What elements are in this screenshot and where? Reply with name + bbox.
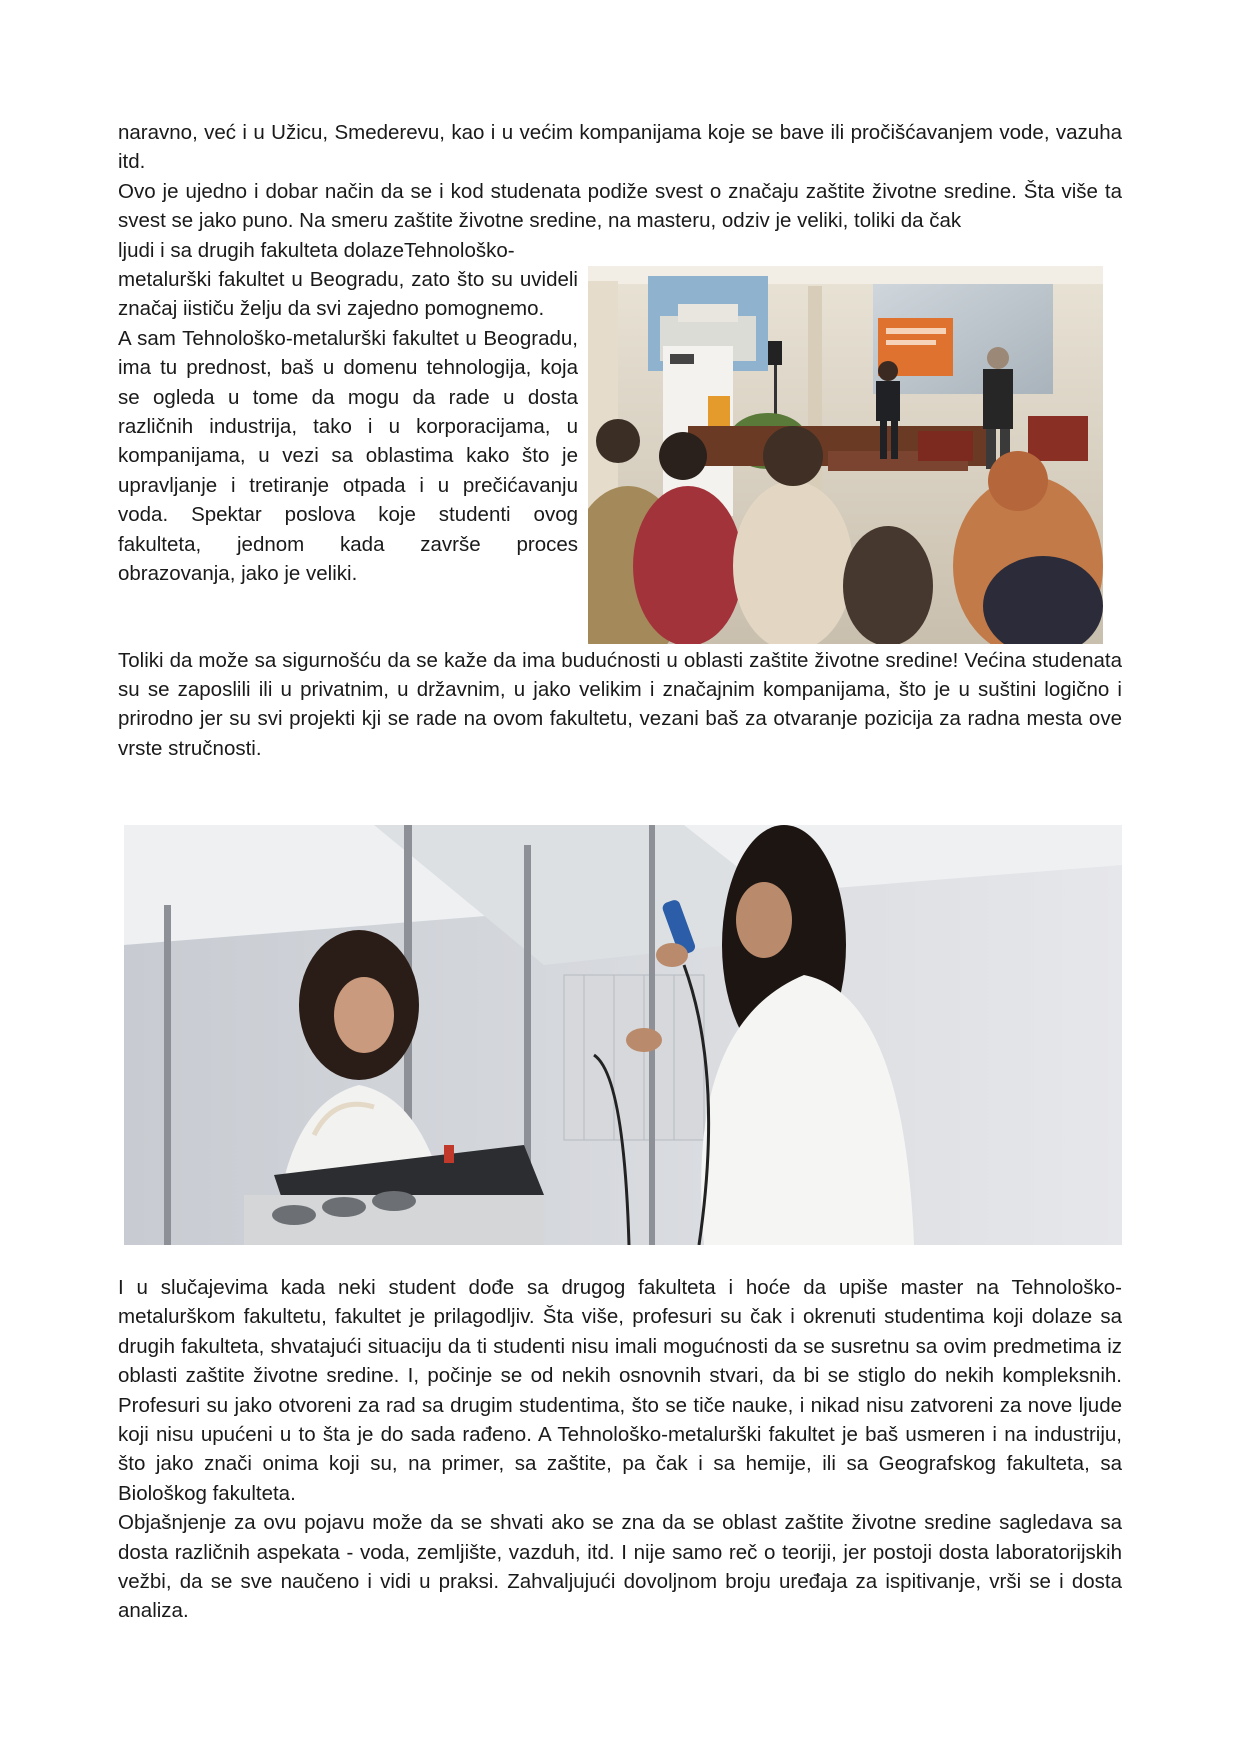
paragraph-1: naravno, već i u Užicu, Smederevu, kao i u većim kompanijama koje se bave ili pročišćavanjem vode, vazuha itd. bbox=[118, 121, 1122, 174]
paragraph-6: I u slučajevima kada neki student dođe sa drugog fakulteta i hoće da upiše master na Tehnološko-metalurškom fakultetu, fakultet je prilagodljiv. Šta više, profesuri su čak i okrenuti studentima koji dolaze sa drugih fakulteta, shvatajući situaciju da ti studenti nisu imali mogućnosti da se susretnu sa ovim predmetima iz oblasti zaštite životne sredine. I, počinje se od nekih osnovnih stvari, da bi se stiglo do nekih kompleksnih. Profesuri su jako otvoreni za rad sa drugim studentima, što se tiče nauke, i nikad nisu zatvoreni za nove ljude koji nisu upućeni u to šta je do sada rađeno. A Tehnološko-metalurški fakultet je baš usmeren i na industriju, što jako znači onima koji su, na primer, sa zaštite, pa čak i sa hemije, ili sa Geografskog fakulteta, sa Biološkog fakulteta. bbox=[118, 1276, 1122, 1505]
document-page bbox=[118, 118, 1122, 1623]
paragraph-5: Toliki da može sa sigurnošću da se kaže da ima budućnosti u oblasti zaštite životne sredine! Većina studenata su se zaposlili ili u privatnim, u državnim, u jako velikim i značajnim kompanijama, što je u suštini logično i prirodno jer su svi projekti kji se rade na ovom fakultetu, vezani baš za otvaranje pozicija za radna mesta ove vrste stručnosti. bbox=[118, 648, 1122, 760]
paragraph-3: metalurški fakultet u Beogradu, zato što su uvideli značaj iističu želju da svi zajedno pomognemo. bbox=[118, 268, 578, 321]
paragraph-7: Objašnjenje za ovu pojavu može da se shvati ako se zna da se oblast zaštite životne sredine sagledava sa dosta različnih aspekata - voda, zemljište, vazduh, itd. I nije samo reč o teoriji, jer postoji dosta laboratorijskih vežbi, da se sve naučeno i vidi u praksi. Zahvaljujući dovoljnom broju uređaja za ispitivanje, vrši se i dosta analiza. bbox=[118, 1511, 1122, 1623]
paragraph-3-lead: ljudi i sa drugih fakulteta dolazeTehnološko- bbox=[118, 238, 515, 262]
lab-photo bbox=[124, 825, 1122, 1245]
text-after-lab-photo bbox=[118, 1273, 1122, 1626]
wrapped-text-block bbox=[118, 236, 1122, 619]
meeting-photo bbox=[588, 266, 1103, 644]
paragraph-4: A sam Tehnološko-metalurški fakultet u Beogradu, ima tu prednost, baš u domenu tehnologija, koja se ogleda u tome da mogu da rade u dosta različnih industrija, tako i u korporacijama, u kompanijama, u vezi sa oblastima kako što je upravljanje i tretiranje otpada i u prečićavanju voda. Spektar poslova koje studenti ovog fakulteta, jednom kada završe proces obrazovanja, jako je veliki. bbox=[118, 326, 578, 586]
paragraph-2: Ovo je ujedno i dobar način da se i kod studenata podiže svest o značaju zaštite životne sredine. Šta više ta svest se jako puno. Na smeru zaštite životne sredine, na masteru, odziv je veliki, toliki da čak bbox=[118, 179, 1122, 233]
